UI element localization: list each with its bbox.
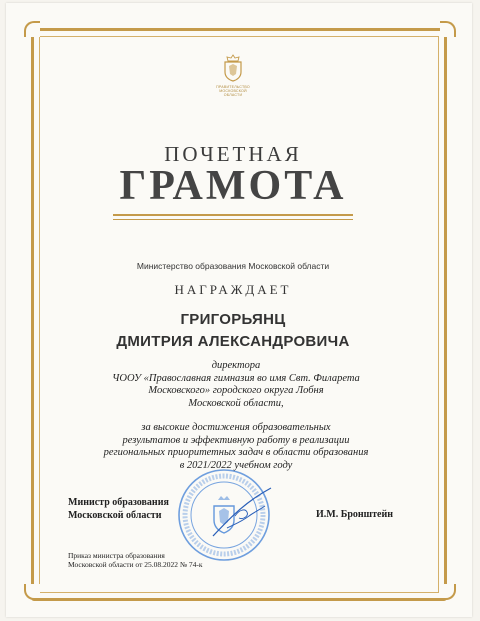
recipient-role [40,360,432,410]
gold-divider [113,214,353,216]
achievement-line: результатов и эффективную работу в реализации [122,434,350,446]
title-honorary: ПОЧЕТНАЯ [164,142,302,166]
title-certificate: ГРАМОТА [119,163,347,209]
role-line: Московского» городского округа Лобня [148,385,324,396]
achievement-text [40,422,432,472]
signatory-name: И.М. Бронштейн [316,509,393,520]
official-seal-stamp-icon [175,466,273,564]
signatory-title [68,496,169,522]
achievement-line: региональных приоритетных задач в области образования [103,447,369,458]
emblem-caption-line: ПРАВИТЕЛЬСТВО [216,85,250,89]
order-reference [68,551,203,569]
role-line: Московской области, [188,397,284,409]
issuing-ministry: Министерство образования Московской области [136,261,330,271]
emblem-caption-line: МОСКОВСКОЙ [219,89,247,93]
recipient-surname: ГРИГОРЬЯНЦ [180,311,286,328]
gold-divider-thin [113,219,353,220]
order-line: Приказ министра образования [68,551,165,560]
signatory-title-line: Московской области [68,510,162,521]
awards-heading: НАГРАЖДАЕТ [174,282,292,297]
coat-of-arms-icon [221,54,245,82]
achievement-line: за высокие достижения образовательных [141,422,331,433]
emblem-caption-line: ОБЛАСТИ [223,93,243,97]
emblem-caption [205,85,261,97]
achievement-line: в 2021/2022 учебном году [179,459,293,471]
role-line: директора [211,360,261,371]
role-line: ЧООУ «Православная гимназия во имя Свт. Филарета [112,372,360,384]
order-line: Московской области от 25.08.2022 № 74-к [68,560,203,569]
signatory-title-line: Министр образования [68,497,169,508]
recipient-given-name: ДМИТРИЯ АЛЕКСАНДРОВИЧА [116,333,350,350]
frame-corner [24,21,40,37]
